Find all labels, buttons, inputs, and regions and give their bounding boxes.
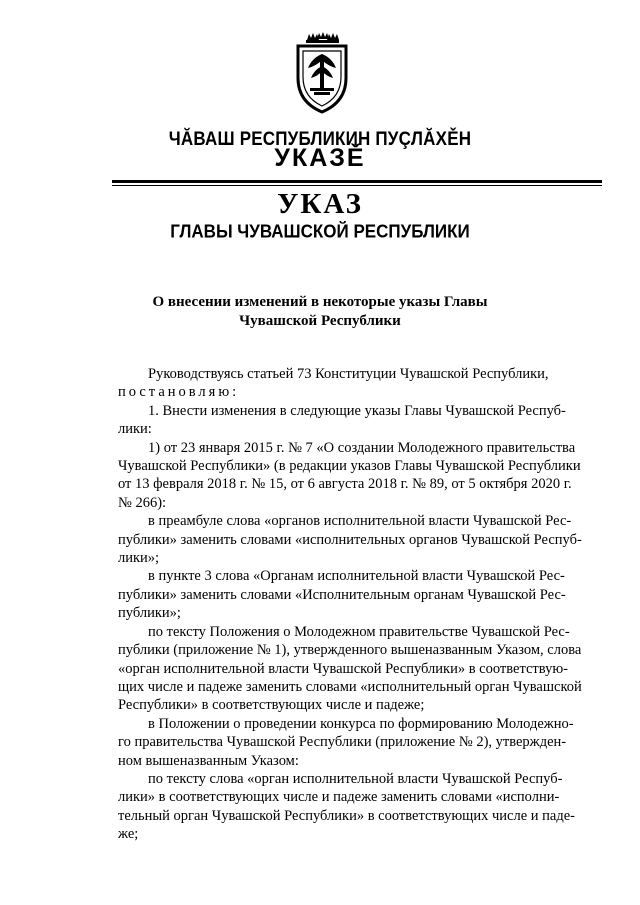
body-line: в Положении о проведении конкурса по формированию Молодежно-: [148, 715, 574, 732]
body-line: публики (приложение № 1), утвержденного вышеназванным Указом, слова: [118, 642, 582, 659]
body-line: по тексту слова «орган исполнительной власти Чувашской Респуб-: [148, 770, 563, 787]
header-divider-thin: [112, 185, 602, 186]
body-line: «орган исполнительной власти Чувашской Республики» в соответствую-: [118, 660, 569, 677]
body-line: 1) от 23 января 2015 г. № 7 «О создании Молодежного правительства: [148, 439, 576, 456]
header-divider-thick: [112, 180, 602, 183]
body-line: в преамбуле слова «органов исполнительной власти Чувашской Рес-: [148, 513, 572, 530]
body-line: го правительства Чувашской Республики (приложение № 2), утвержден-: [118, 734, 567, 751]
russian-header-title: ГЛАВЫ ЧУВАШСКОЙ РЕСПУБЛИКИ: [170, 221, 470, 242]
body-line: Чувашской Республики» (в редакции указов Главы Чувашской Республики: [118, 458, 581, 475]
decree-body: [118, 365, 595, 844]
body-line: ном вышеназванным Указом:: [118, 752, 299, 769]
subject-line: Чувашской Республики: [239, 313, 401, 329]
body-line: публики» заменить словами «исполнительных органов Чувашской Респуб-: [118, 531, 582, 548]
body-line: № 266):: [118, 494, 167, 511]
body-line: лики:: [118, 421, 152, 438]
body-line: публики»;: [118, 605, 181, 622]
body-line: Республики» в соответствующих числе и падеже;: [118, 697, 425, 714]
chuvash-header-title: ЧĂВАШ РЕСПУБЛИКИН ПУÇЛĂХĚН: [168, 127, 472, 150]
body-line: тельный орган Чувашской Республики» в соответствующих числе и паде-: [118, 807, 575, 824]
body-line: по тексту Положения о Молодежном правительстве Чувашской Рес-: [148, 623, 570, 640]
body-line: публики» заменить словами «Исполнительным органам Чувашской Рес-: [118, 586, 566, 603]
body-line: же;: [118, 826, 139, 843]
body-line: постановляю:: [118, 384, 240, 401]
body-line: от 13 февраля 2018 г. № 15, от 6 августа 2018 г. № 89, от 5 октября 2020 г.: [118, 476, 572, 493]
body-line: щих числе и падеже заменить словами «исполнительный орган Чувашской: [118, 678, 582, 695]
body-line: 1. Внести изменения в следующие указы Главы Чувашской Респуб-: [148, 402, 566, 419]
body-line: в пункте 3 слова «Органам исполнительной власти Чувашской Рес-: [148, 568, 565, 585]
decree-subject: [150, 293, 490, 331]
body-line: лики»;: [118, 550, 160, 567]
coat-of-arms-emblem: [292, 30, 352, 116]
russian-ukaz-heading: УКАЗ: [277, 188, 363, 220]
body-line: лики» в соответствующих числе и падеже заменить словами «исполни-: [118, 789, 560, 806]
subject-line: О внесении изменений в некоторые указы Главы: [152, 294, 488, 310]
chuvash-ukaz-heading: УКАЗĚ: [274, 144, 366, 172]
body-line: Руководствуясь статьей 73 Конституции Чувашской Республики,: [148, 366, 549, 382]
